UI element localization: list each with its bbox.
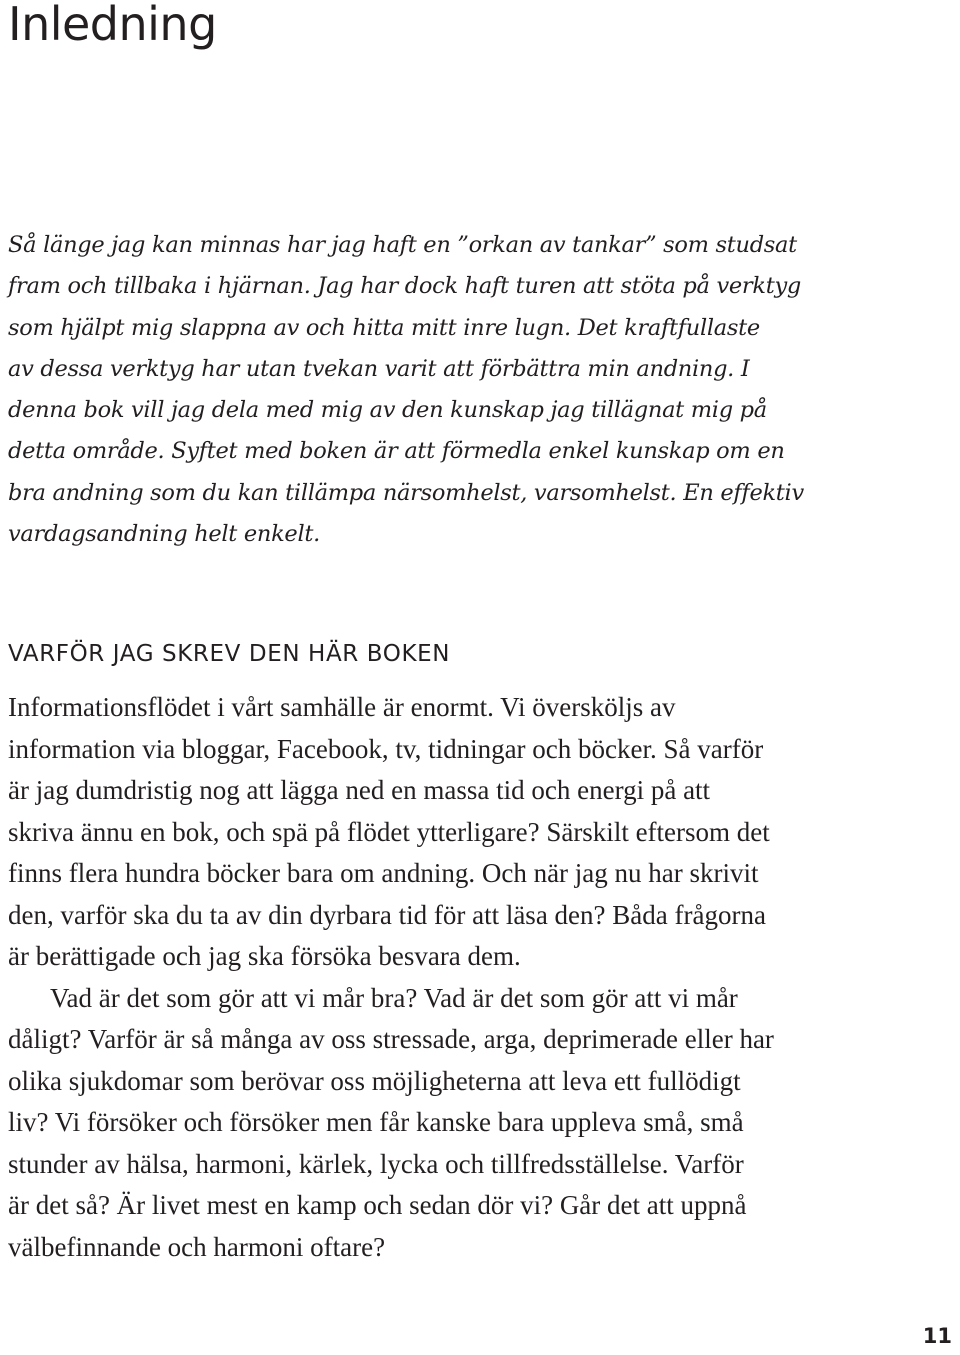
body-line: välbefinnande och harmoni oftare? <box>8 1231 386 1262</box>
body-line: är berättigade och jag ska försöka besvara dem. <box>8 941 521 971</box>
section-heading: VARFÖR JAG SKREV DEN HÄR BOKEN <box>8 641 451 667</box>
body-line: olika sjukdomar som berövar oss möjligheterna att leva ett fullödigt <box>8 1065 741 1096</box>
body-line: är jag dumdristig nog att lägga ned en massa tid och energi på att <box>8 775 711 805</box>
body-line: finns flera hundra böcker bara om andning. Och när jag nu har skrivit <box>8 858 759 888</box>
intro-line: som hjälpt mig slappna av och hitta mitt inre lugn. Det kraftfullaste <box>8 314 760 341</box>
intro-line: bra andning som du kan tillämpa närsomhelst, varsomhelst. En effektiv <box>8 479 804 506</box>
intro-line: detta område. Syftet med boken är att förmedla enkel kunskap om en <box>8 438 785 465</box>
body-line: liv? Vi försöker och försöker men får kanske bara uppleva små, små <box>8 1107 744 1137</box>
intro-line: denna bok vill jag dela med mig av den kunskap jag tillägnat mig på <box>8 397 767 424</box>
body-line: skriva ännu en bok, och spä på flödet ytterligare? Särskilt eftersom det <box>8 816 770 847</box>
body-line: den, varför ska du ta av din dyrbara tid för att läsa den? Båda frågorna <box>8 899 766 930</box>
intro-line: fram och tillbaka i hjärnan. Jag har dock haft turen att stöta på verktyg <box>8 273 801 300</box>
body-line: information via bloggar, Facebook, tv, tidningar och böcker. Så varför <box>8 733 764 764</box>
page-number: 11 <box>922 1324 952 1348</box>
body-text <box>8 687 938 1268</box>
body-line: är det så? Är livet mest en kamp och sedan dör vi? Går det att uppnå <box>8 1190 747 1220</box>
intro-paragraph <box>8 225 908 555</box>
intro-line: av dessa verktyg har utan tvekan varit att förbättra min andning. I <box>8 355 750 382</box>
chapter-title: Inledning <box>8 0 217 51</box>
body-line: Informationsflödet i vårt samhälle är enormt. Vi översköljs av <box>8 692 676 722</box>
body-line: Vad är det som gör att vi mår bra? Vad är det som gör att vi mår <box>50 982 738 1013</box>
intro-line: vardagsandning helt enkelt. <box>8 521 320 548</box>
body-line: stunder av hälsa, harmoni, kärlek, lycka och tillfredsställelse. Varför <box>8 1148 744 1179</box>
intro-line: Så länge jag kan minnas har jag haft en ”orkan av tankar” som studsat <box>8 232 797 258</box>
body-line: dåligt? Varför är så många av oss stressade, arga, deprimerade eller har <box>8 1024 774 1054</box>
